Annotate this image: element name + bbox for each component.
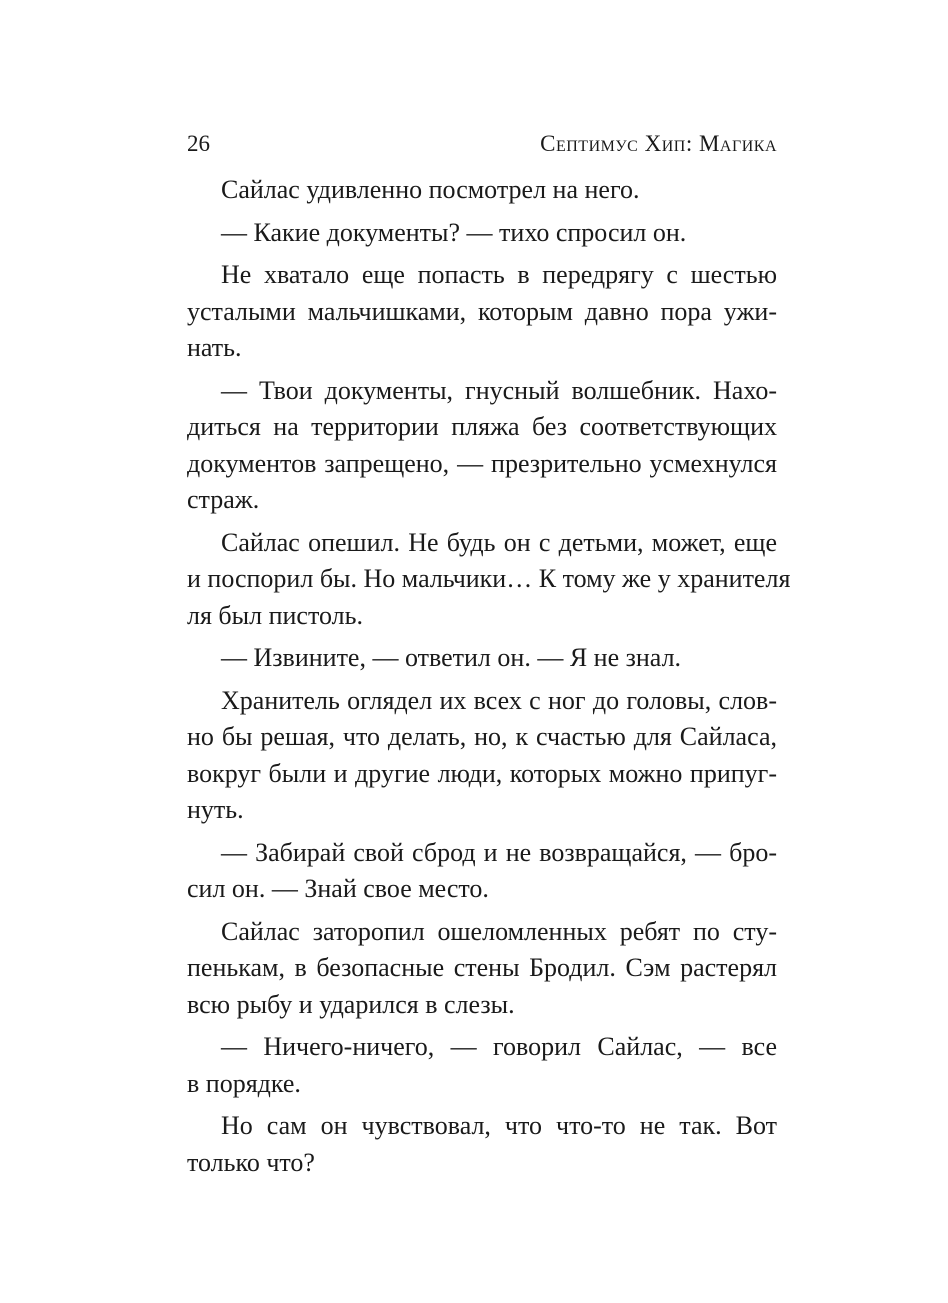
text-line: нуть. (187, 795, 244, 824)
paragraph (187, 1108, 777, 1181)
text-line: — Ничего-ничего, — говорил Сайлас, — все (221, 1032, 777, 1061)
text-line: но бы решая, что делать, но, к счастью для Сайласа, (187, 722, 777, 751)
text-line: диться на территории пляжа без соответствующих (187, 412, 777, 441)
text-line: Сайлас удивленно посмотрел на него. (221, 175, 640, 204)
text-line: всю рыбу и ударился в слезы. (187, 989, 515, 1019)
paragraph (187, 835, 777, 908)
text-line: — Твои документы, гнусный волшебник. Нахо- (221, 375, 777, 405)
text-line: сил он. — Знай свое место. (187, 874, 489, 903)
paragraph (187, 215, 777, 252)
text-line: вокруг были и другие люди, которых можно припуг- (187, 758, 777, 788)
paragraph (187, 914, 777, 1024)
paragraph (187, 1029, 777, 1102)
text-line: Хранитель оглядел их всех с ног до головы, слов- (221, 685, 777, 715)
running-title: Септимус Хип: Магика (540, 131, 777, 156)
paragraph (187, 640, 777, 677)
body-text (187, 172, 791, 1187)
text-line: ля был пистоль. (187, 600, 363, 630)
text-line: Не хватало еще попасть в передрягу с шестью (221, 260, 777, 289)
text-line: и поспорил бы. Но мальчики… К тому же у хранителя (187, 564, 791, 593)
paragraph (187, 172, 777, 209)
text-line: Но сам он чувствовал, что что-то не так. Вот (221, 1111, 777, 1140)
paragraph (187, 257, 777, 367)
page-header (187, 128, 777, 160)
text-line: в порядке. (187, 1068, 301, 1098)
text-line: документов запрещено, — презрительно усмехнулся (187, 448, 777, 478)
paragraph (187, 373, 777, 519)
text-line: — Какие документы? — тихо спросил он. (221, 217, 687, 247)
text-line: страж. (187, 485, 260, 514)
text-line: Сайлас опешил. Не будь он с детьми, может, еще (221, 527, 777, 557)
text-line: пенькам, в безопасные стены Бродил. Сэм растерял (187, 953, 777, 982)
text-line: усталыми мальчишками, которым давно пора ужи- (187, 296, 777, 326)
text-line: только что? (187, 1147, 315, 1177)
text-line: — Извините, — ответил он. — Я не знал. (221, 643, 682, 672)
text-line: Сайлас заторопил ошеломленных ребят по сту- (221, 916, 777, 946)
text-line: — Забирай свой сброд и не возвращайся, — бро- (221, 837, 777, 867)
paragraph (187, 525, 791, 635)
paragraph (187, 683, 777, 829)
page-number: 26 (187, 131, 210, 156)
text-line: нать. (187, 333, 242, 362)
